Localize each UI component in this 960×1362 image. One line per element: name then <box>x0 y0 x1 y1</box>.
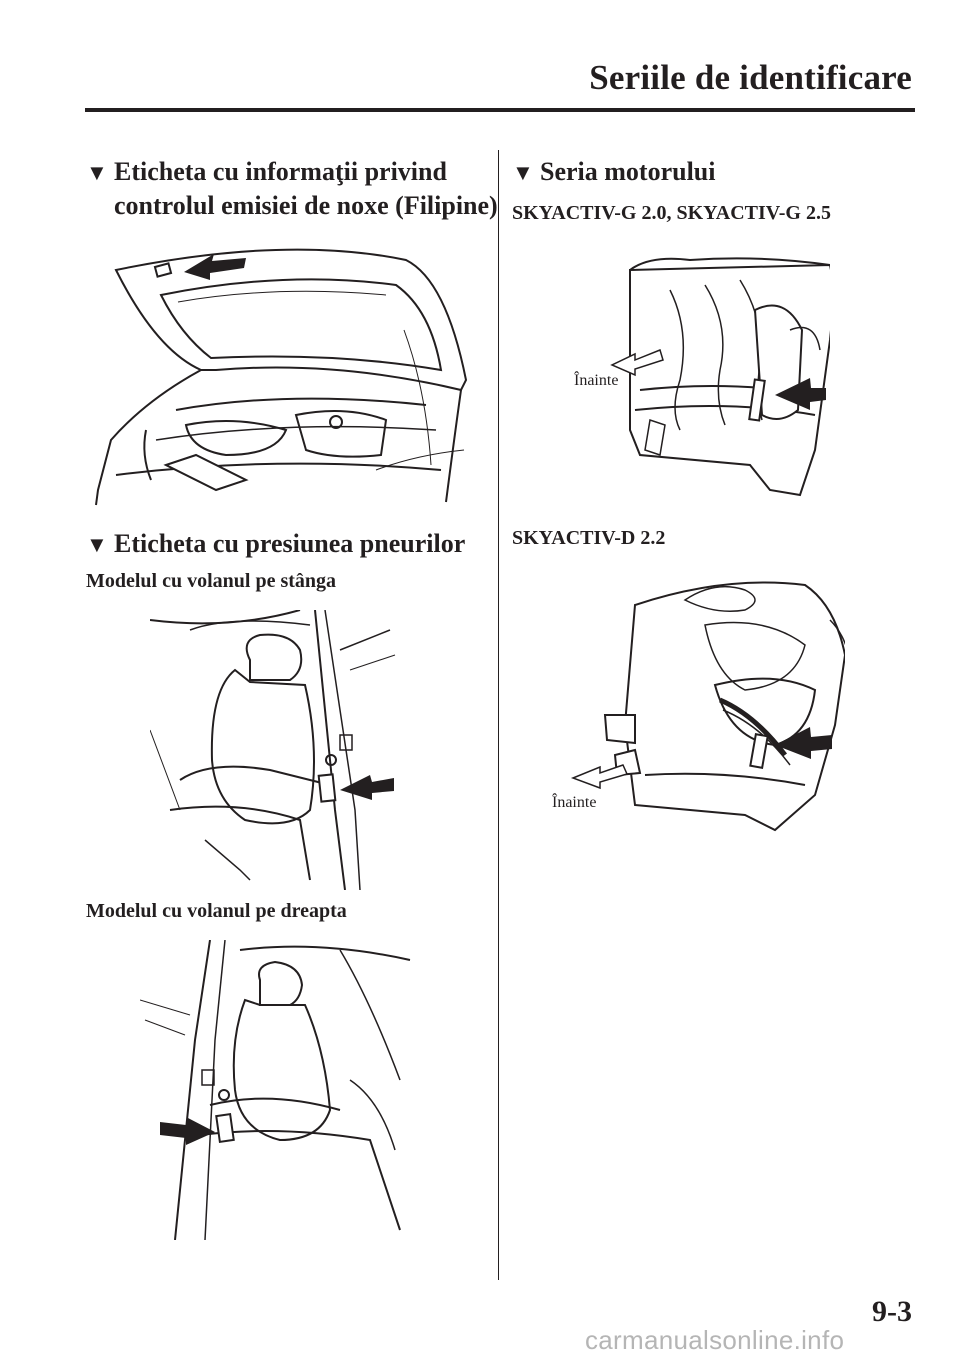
figure-door-pillar-rhd <box>140 940 415 1240</box>
watermark: carmanualsonline.info <box>585 1325 845 1355</box>
forward-label-1: Înainte <box>574 372 619 389</box>
subheading-right-hand-drive: Modelul cu volanul pe dreapta <box>86 900 347 922</box>
section-heading-line2: controlul emisiei de noxe (Filipine) <box>114 191 498 220</box>
figure-open-hood <box>86 240 471 510</box>
subheading-skyactiv-g: SKYACTIV-G 2.0, SKYACTIV-G 2.5 <box>512 202 831 224</box>
triangle-marker-icon: ▼ <box>512 160 534 185</box>
page-header-title: Seriile de identificare <box>589 58 912 97</box>
subheading-skyactiv-d: SKYACTIV-D 2.2 <box>512 527 666 549</box>
subheading-left-hand-drive: Modelul cu volanul pe stânga <box>86 570 337 592</box>
header-rule <box>85 108 915 112</box>
page-number: 9-3 <box>872 1295 912 1328</box>
column-divider <box>498 150 499 1280</box>
section-heading-tire-pressure: ▼ Eticheta cu presiunea pneurilor <box>86 527 514 561</box>
figure-door-pillar-lhd <box>150 610 400 890</box>
section-heading-emission-label <box>86 155 514 222</box>
section-heading-engine-serial: ▼ Seria motorului <box>512 155 940 189</box>
triangle-marker-icon: ▼ <box>86 532 108 557</box>
forward-label-2: Înainte <box>552 794 597 811</box>
triangle-marker-icon: ▼ <box>86 160 108 185</box>
section-heading-line1: Eticheta cu informaţii privind <box>114 157 447 186</box>
